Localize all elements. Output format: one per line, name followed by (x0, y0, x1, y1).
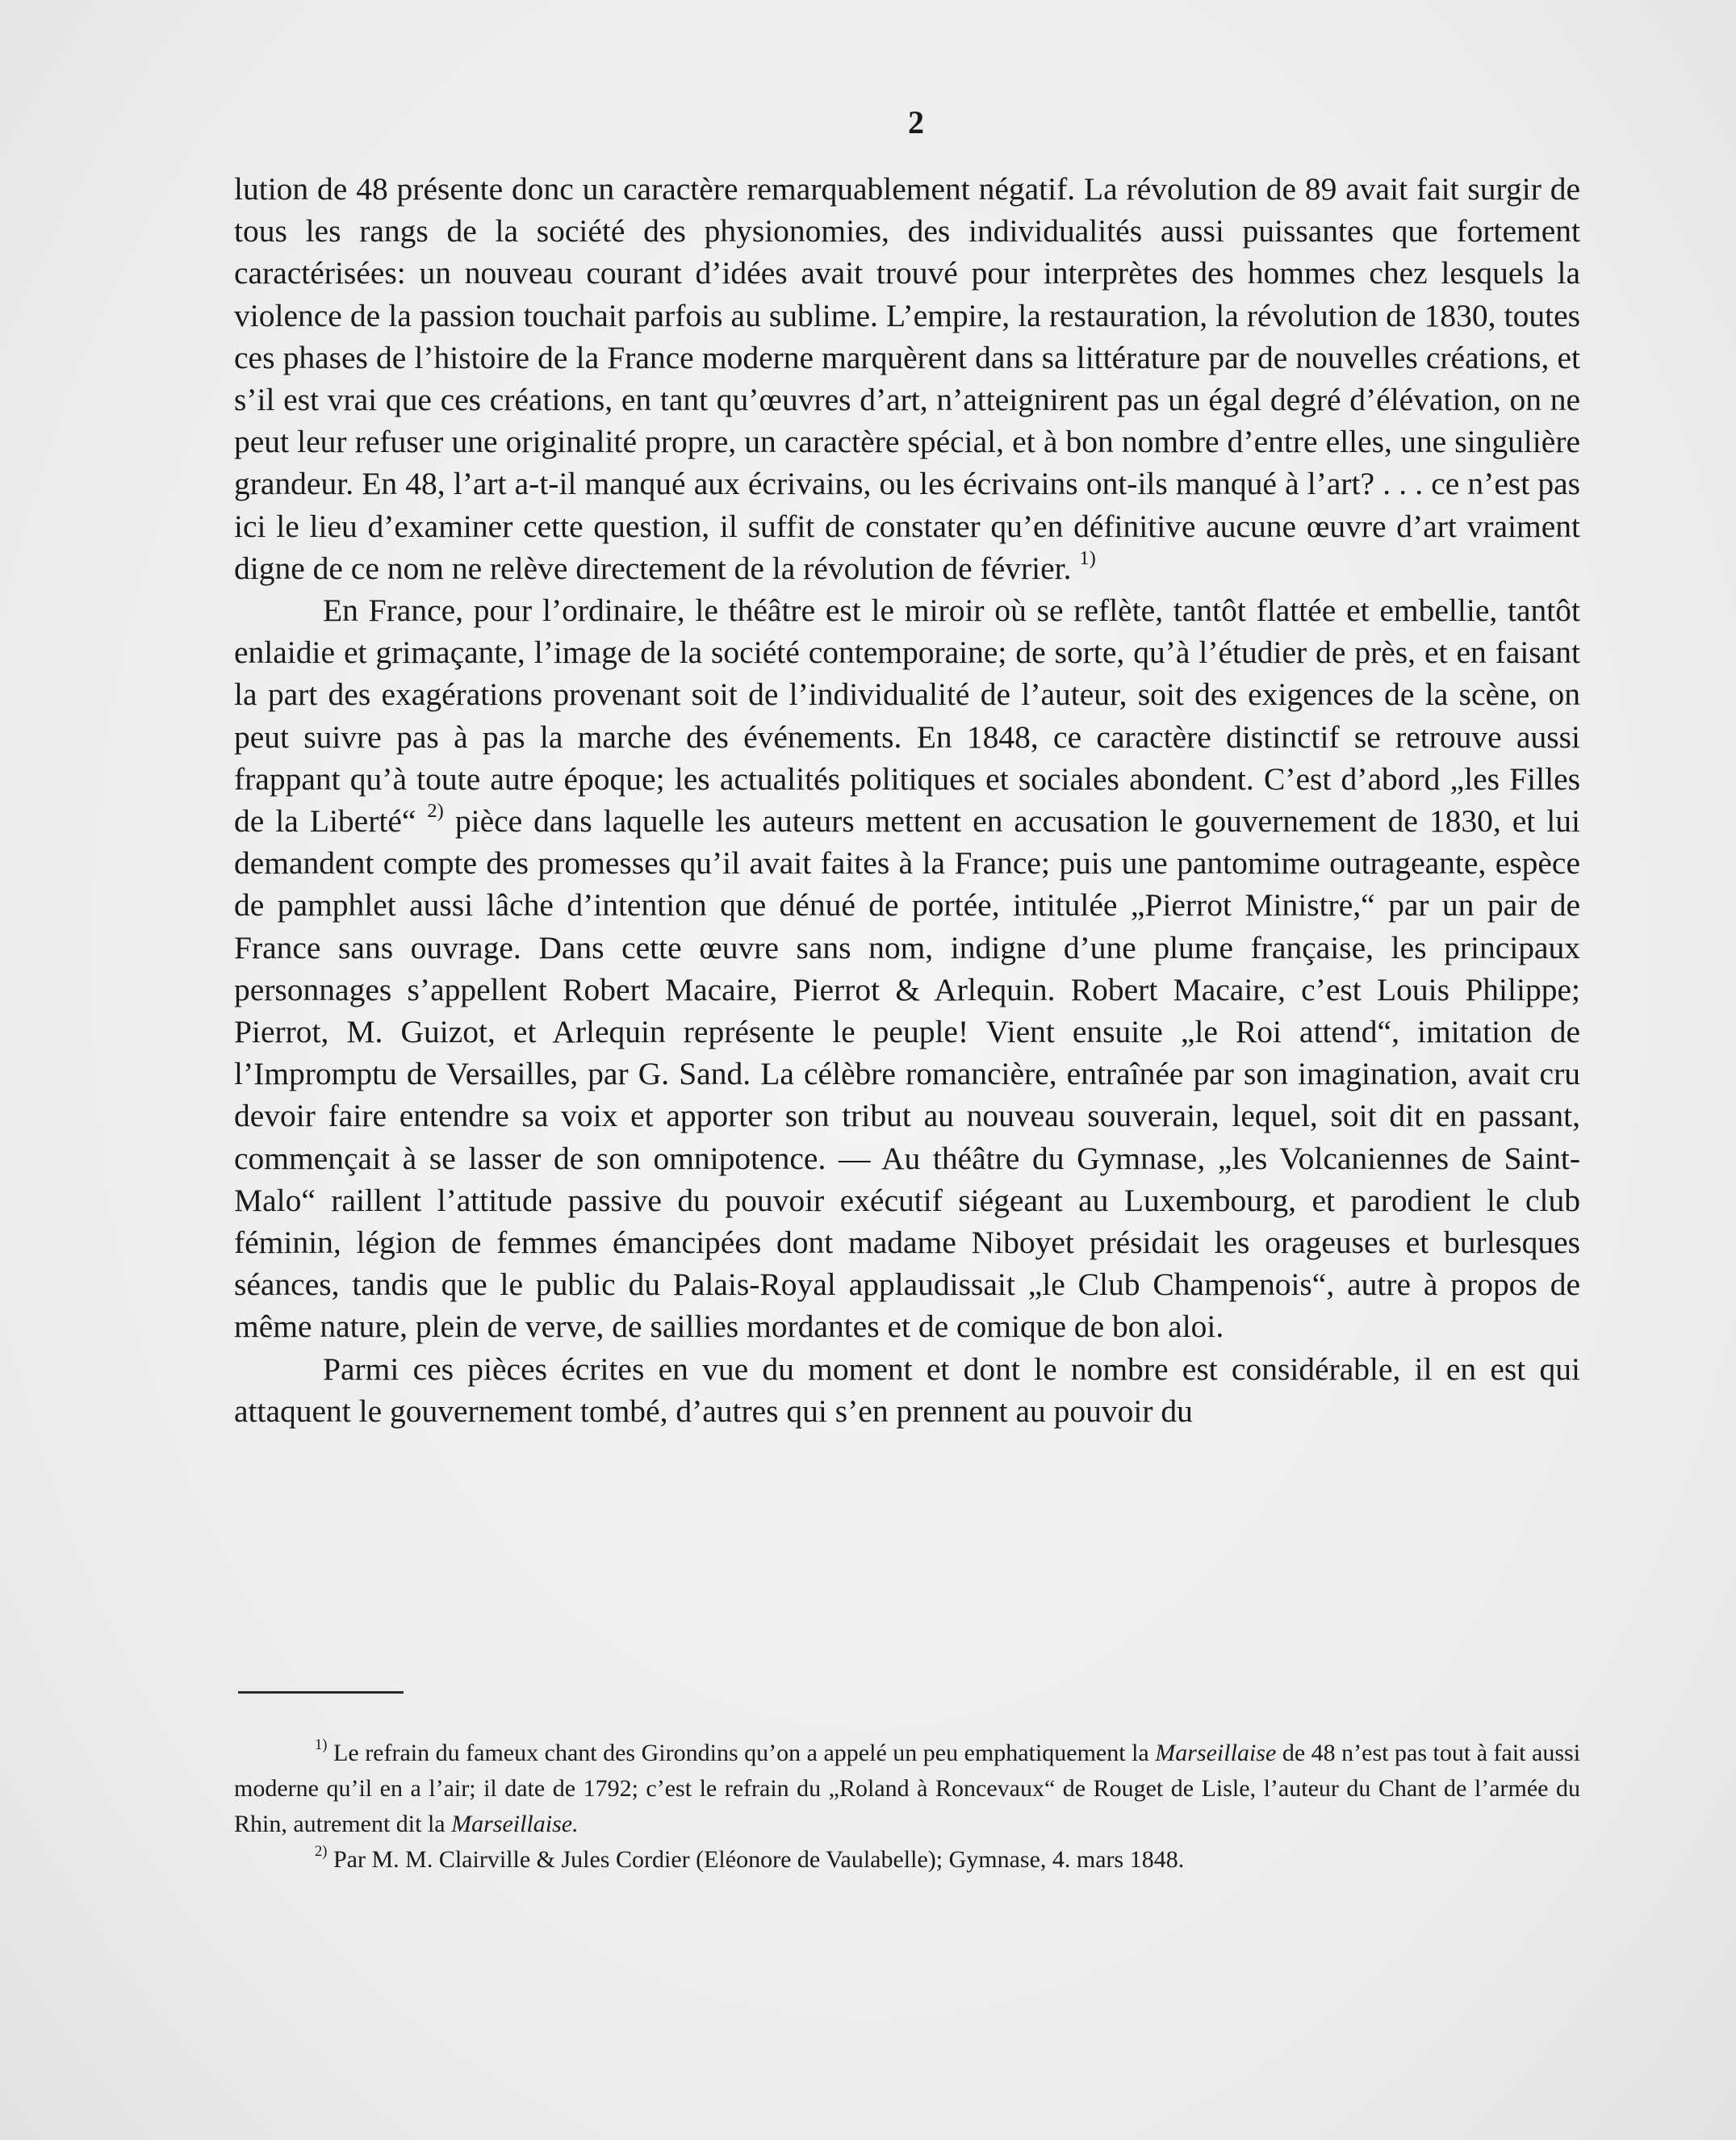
main-text (234, 168, 1580, 1432)
footnote-ref-1: 1) (1079, 547, 1096, 569)
paragraph-1 (234, 168, 1580, 589)
paragraph-2 (234, 589, 1580, 1348)
paragraph-1-text: lution de 48 présente donc un caractère remarquablement négatif. La révolution de 89 avait fait surgir de tous les rangs de la société des physionomies, des individualités aussi puissantes que fortement caractérisées: un nouveau courant d’idées avait trouvé pour interprètes des hommes chez lesquels la violence de la passion touchait parfois au sublime. L’empire, la restauration, la révolution de 1830, toutes ces phases de l’histoire de la France moderne marquèrent dans sa littérature par de nouvelles créations, et s’il est vrai que ces créations, en tant qu’œuvres d’art, n’atteignirent pas un égal degré d’élévation, on ne peut leur refuser une originalité propre, un caractère spécial, et à bon nombre d’entre elles, une singulière grandeur. En 48, l’art a-t-il manqué aux écrivains, ou les écrivains ont-ils manqué à l’art? . . . ce n’est pas ici le lieu d’examiner cette question, il suffit de constater qu’en définitive aucune œuvre d’art vraiment digne de ce nom ne relève directement de la révolution de février. (234, 171, 1580, 586)
footnote-divider (238, 1691, 404, 1694)
footnote-1-text-b: de 48 n’est pas tout à fait aussi moderne qu’il en a l’air; il date de 1792; c’est le refrain du „Roland à Roncevaux“ de Rouget de Lisle, l’auteur du Chant de l’armée du Rhin, autrement dit la (234, 1740, 1581, 1837)
footnote-1-text-a: Le refrain du fameux chant des Girondins qu’on a appelé un peu emphatiquement la (333, 1740, 1149, 1766)
footnotes (234, 1736, 1580, 1878)
footnote-ref-2: 2) (427, 800, 444, 823)
footnote-2 (234, 1842, 1580, 1878)
paragraph-3 (234, 1348, 1580, 1432)
footnote-1-italic-a: Marseillaise (1155, 1740, 1277, 1766)
footnote-1 (234, 1736, 1580, 1842)
paragraph-2-text-b: pièce dans laquelle les auteurs mettent en accusation le gouvernement de 1830, et lui demandent compte des promesses qu’il avait faites à la France; puis une pantomime outrageante, espèce de pamphlet aussi lâche d’intention que dénué de portée, intitulée „Pierrot Ministre,“ par un pair de France sans ouvrage. Dans cette œuvre sans nom, indigne d’une plume française, les principaux personnages s’appellent Robert Macaire, Pierrot & Arlequin. Robert Macaire, c’est Louis Philippe; Pierrot, M. Guizot, et Arlequin représente le peuple! Vient ensuite „le Roi attend“, imitation de l’Impromptu de Versailles, par G. Sand. La célèbre romancière, entraînée par son imagination, avait cru devoir faire entendre sa voix et apporter son tribut au nouveau souverain, lequel, soit dit en passant, commençait à se lasser de son omnipotence. — Au théâtre du Gymnase, „les Volcaniennes de Saint-Malo“ raillent l’attitude passive du pouvoir exécutif siégeant au Luxembourg, et parodient le club féminin, légion de femmes émancipées dont madame Niboyet présidait les orageuses et burlesques séances, tandis que le public du Palais-Royal applaudissait „le Club Champenois“, autre à propos de même nature, plein de verve, de saillies mordantes et de comique de bon aloi. (234, 803, 1580, 1345)
footnote-1-italic-b: Marseillaise. (451, 1811, 579, 1837)
page-number: 2 (908, 104, 924, 140)
footnote-2-text: Par M. M. Clairville & Jules Cordier (Eléonore de Vaulabelle); Gymnase, 4. mars 1848. (333, 1846, 1185, 1873)
footnote-2-marker: 2) (315, 1843, 328, 1861)
paragraph-3-text: Parmi ces pièces écrites en vue du moment et dont le nombre est considérable, il en est qui attaquent le gouvernement tombé, d’autres qui s’en prennent au pouvoir du (234, 1351, 1580, 1429)
paragraph-2-text-a: En France, pour l’ordinaire, le théâtre est le miroir où se reflète, tantôt flattée et embellie, tantôt enlaidie et grimaçante, l’image de la société contemporaine; de sorte, qu’à l’étudier de près, et en faisant la part des exagérations provenant soit de l’individualité de l’auteur, soit des exigences de la scène, on peut suivre pas à pas la marche des événements. En 1848, ce caractère distinctif se retrouve aussi frappant qu’à toute autre époque; les actualités politiques et sociales abondent. C’est d’abord „les Filles de la Liberté“ (234, 593, 1580, 840)
footnote-1-marker: 1) (315, 1736, 328, 1754)
